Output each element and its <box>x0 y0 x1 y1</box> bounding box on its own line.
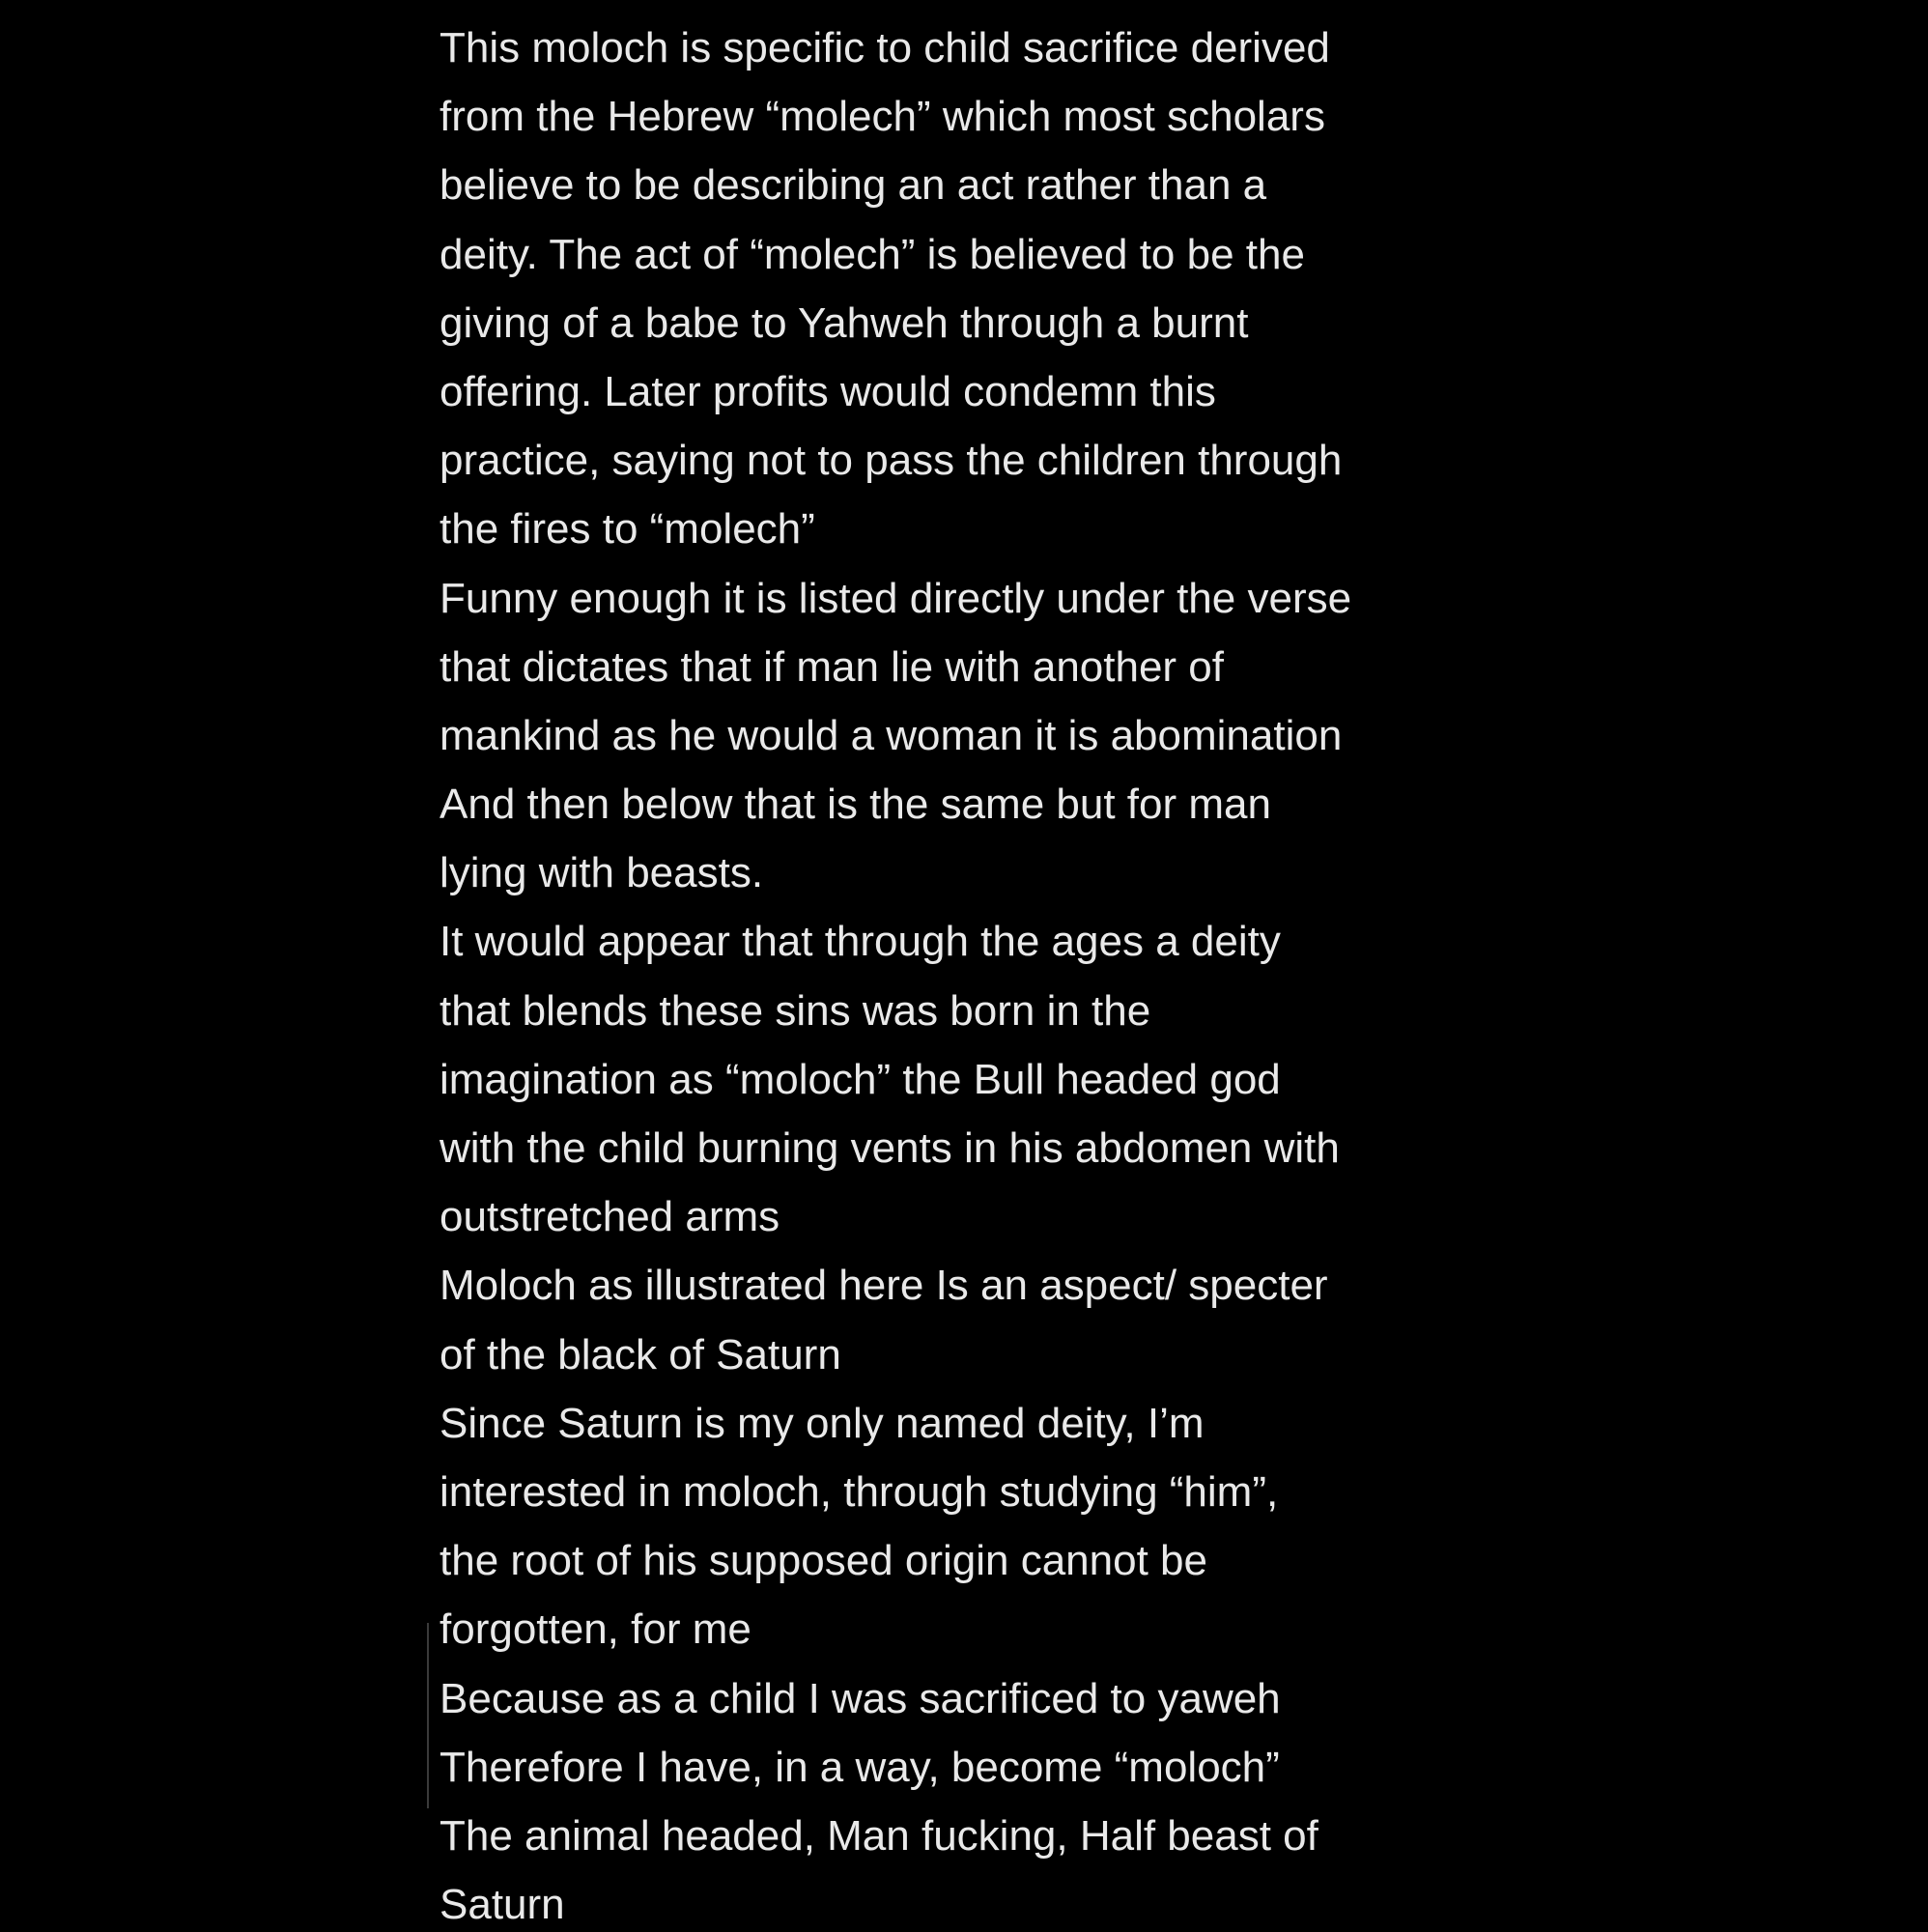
note-body-text[interactable] <box>439 14 1463 1932</box>
note-line: And then below that is the same but for man <box>439 781 1271 829</box>
note-line: Since Saturn is my only named deity, I’m <box>439 1399 1205 1447</box>
note-line: believe to be describing an act rather than a <box>439 161 1267 210</box>
note-line: forgotten, for me <box>439 1605 751 1654</box>
note-line: The animal headed, Man fucking, Half beast of <box>439 1811 1318 1860</box>
note-line: with the child burning vents in his abdomen with <box>439 1124 1340 1172</box>
note-line: lying with beasts. <box>439 849 764 897</box>
note-line: Because as a child I was sacrificed to yaweh <box>439 1674 1281 1722</box>
note-line: offering. Later profits would condemn this <box>439 367 1216 415</box>
note-line: imagination as “moloch” the Bull headed god <box>439 1055 1281 1103</box>
note-line: Moloch as illustrated here Is an aspect/ specter <box>439 1262 1328 1310</box>
note-line: mankind as he would a woman it is abomination <box>439 711 1343 759</box>
note-line: that blends these sins was born in the <box>439 986 1151 1035</box>
note-line: from the Hebrew “molech” which most scholars <box>439 93 1325 141</box>
text-cursor <box>427 1623 429 1808</box>
note-line: Saturn <box>439 1881 565 1929</box>
note-line: the fires to “molech” <box>439 505 815 554</box>
note-line: It would appear that through the ages a deity <box>439 918 1281 966</box>
note-line: This moloch is specific to child sacrifice derived <box>439 24 1330 71</box>
note-line: the root of his supposed origin cannot be <box>439 1537 1207 1585</box>
note-line: Funny enough it is listed directly under the verse <box>439 574 1352 622</box>
note-line: outstretched arms <box>439 1193 780 1241</box>
note-line: that dictates that if man lie with another of <box>439 642 1225 691</box>
note-line: deity. The act of “molech” is believed to be the <box>439 230 1305 278</box>
note-line: Therefore I have, in a way, become “moloch” <box>439 1743 1280 1791</box>
note-line: practice, saying not to pass the children through <box>439 437 1343 485</box>
note-line: of the black of Saturn <box>439 1330 841 1378</box>
note-line: giving of a babe to Yahweh through a burnt <box>439 298 1249 347</box>
note-line: interested in moloch, through studying “him”, <box>439 1467 1279 1516</box>
